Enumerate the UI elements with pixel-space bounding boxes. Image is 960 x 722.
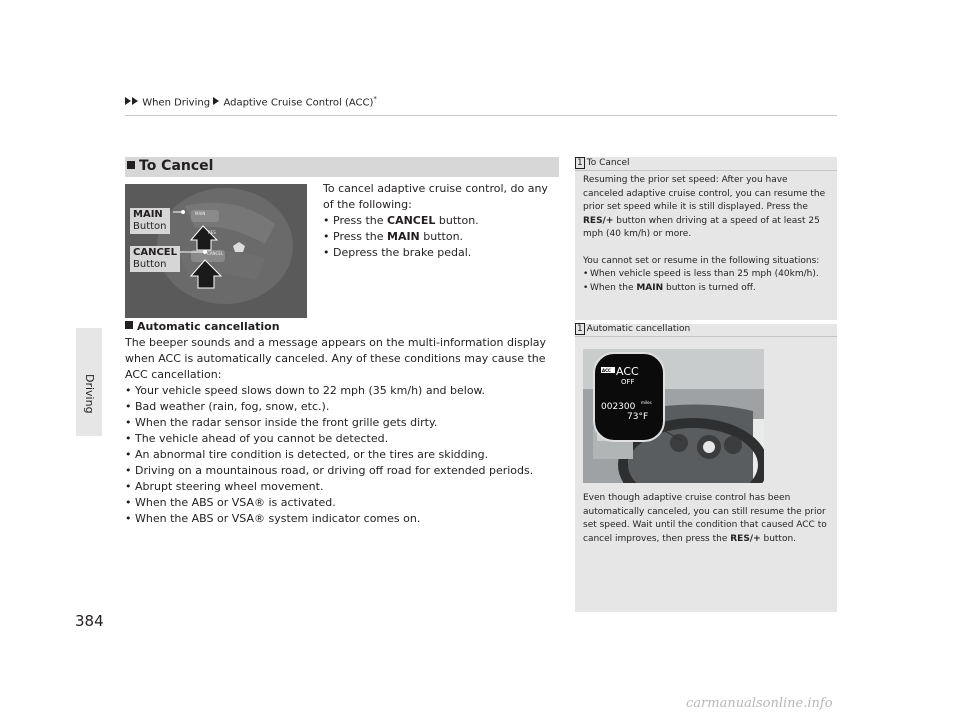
bullet-text: button. <box>435 214 479 227</box>
auto-cancel-title <box>125 319 557 335</box>
dashboard-illustration <box>583 349 764 483</box>
dashboard-photo <box>583 349 764 483</box>
section-title-text: To Cancel <box>139 158 214 174</box>
display-temp: 73°F <box>627 412 649 422</box>
breadcrumb <box>125 95 377 108</box>
main-button-callout <box>130 208 170 234</box>
note-ref-icon: 1 <box>577 324 583 334</box>
page-number: 384 <box>75 612 104 630</box>
note-auto-cancel-title <box>575 324 690 334</box>
auto-cancel-bullet: • Driving on a mountainous road, or driving off road for extended periods. <box>125 463 557 479</box>
note-bold: RES/+ <box>583 215 614 226</box>
auto-cancel-bullet: • When the radar sensor inside the front grille gets dirty. <box>125 415 557 431</box>
display-odometer: 002300 <box>601 402 636 412</box>
bullet-text: button. <box>419 230 464 243</box>
breadcrumb-item-acc[interactable]: Adaptive Cruise Control (ACC) <box>223 97 374 109</box>
bullet-bold: MAIN <box>387 230 420 243</box>
note-text: button. <box>760 533 797 544</box>
bullet-text: Press the <box>333 230 387 243</box>
note-auto-cancel-body <box>583 492 829 546</box>
note-text: Even though adaptive cruise control has been automatically canceled, you can still resume the prior set speed. Wait until the condition that caused ACC to cancel improves, then press the <box>583 493 827 544</box>
cancel-button-callout <box>130 246 180 272</box>
note-auto-cancel-title-text: Automatic cancellation <box>586 324 691 334</box>
header-rule <box>125 115 837 116</box>
auto-cancel-bullet: • Abrupt steering wheel movement. <box>125 479 557 495</box>
auto-cancel-bullet: • When the ABS or VSA® is activated. <box>125 495 557 511</box>
cancel-bullet <box>323 213 555 229</box>
breadcrumb-arrow-icon <box>125 97 131 105</box>
auto-cancel-bullet: • An abnormal tire condition is detected, or the tires are skidding. <box>125 447 557 463</box>
auto-cancel-bullet: • Your vehicle speed slows down to 22 mph (35 km/h) and below. <box>125 383 557 399</box>
auto-cancel-bullet: • Bad weather (rain, fog, snow, etc.). <box>125 399 557 415</box>
cancel-bullet <box>323 245 555 261</box>
note-to-cancel-body <box>583 174 829 295</box>
display-acc-big: ACC <box>616 365 639 378</box>
note-bullet <box>583 268 829 282</box>
section-title <box>127 158 213 174</box>
note-bold: MAIN <box>636 282 664 293</box>
note-rule <box>575 336 837 337</box>
breadcrumb-arrow-icon <box>213 97 219 105</box>
auto-cancel-body: The beeper sounds and a message appears on the multi-information display when ACC is automatically canceled. Any of these conditions may cause the ACC cancellation: <box>125 336 547 381</box>
button-cancel-text: CANCEL <box>207 251 224 256</box>
section-square-icon <box>127 161 135 169</box>
auto-cancel-section <box>125 319 557 527</box>
note-text: button is turned off. <box>663 282 756 293</box>
auto-cancel-title-text: Automatic cancellation <box>137 320 280 333</box>
display-acc-small: ACC <box>602 368 611 373</box>
note-text: When vehicle speed is less than 25 mph (40km/h). <box>590 269 819 279</box>
note-bullet <box>583 282 829 296</box>
cancel-instructions <box>323 181 555 261</box>
cancel-bullet <box>323 229 555 245</box>
bullet-bold: CANCEL <box>387 214 436 227</box>
bullet-text: Press the <box>333 214 387 227</box>
cancel-intro: To cancel adaptive cruise control, do any of the following: <box>323 182 548 211</box>
breadcrumb-arrow-icon <box>132 97 138 105</box>
button-main-text: MAIN <box>195 211 206 216</box>
note-rule <box>575 170 837 171</box>
bullet-text: Depress the brake pedal. <box>333 246 472 259</box>
note-bold: RES/+ <box>730 533 761 544</box>
breadcrumb-item-when-driving[interactable]: When Driving <box>142 97 211 109</box>
note-to-cancel-title <box>575 158 630 168</box>
auto-cancel-bullet: • The vehicle ahead of you cannot be detected. <box>125 431 557 447</box>
display-odo-unit: miles <box>641 400 652 405</box>
note-to-cancel-p1 <box>583 174 829 242</box>
cancel-button-callout-label: CANCEL <box>133 247 177 258</box>
main-button-callout-sub: Button <box>133 221 167 232</box>
breadcrumb-asterisk: * <box>373 95 377 103</box>
main-button-callout-label: MAIN <box>133 209 163 220</box>
cancel-button-callout-sub: Button <box>133 259 167 270</box>
display-off: OFF <box>621 378 635 386</box>
chapter-tab-label: Driving <box>83 374 96 414</box>
button-res-text: RES <box>208 230 216 235</box>
watermark: carmanualsonline.info <box>686 696 833 711</box>
note-ref-icon: 1 <box>577 158 583 168</box>
note-to-cancel-title-text: To Cancel <box>586 158 630 168</box>
note-text: button when driving at a speed of at least 25 mph (40 km/h) or more. <box>583 215 820 239</box>
subsection-square-icon <box>125 321 133 329</box>
note-text: When the <box>590 282 637 293</box>
note-to-cancel-p2: You cannot set or resume in the following situations: <box>583 255 820 266</box>
auto-cancel-bullet: • When the ABS or VSA® system indicator comes on. <box>125 511 557 527</box>
note-text: Resuming the prior set speed: After you have canceled adaptive cruise control, you can resume the prior set speed while it is still displayed. Press the <box>583 175 826 212</box>
